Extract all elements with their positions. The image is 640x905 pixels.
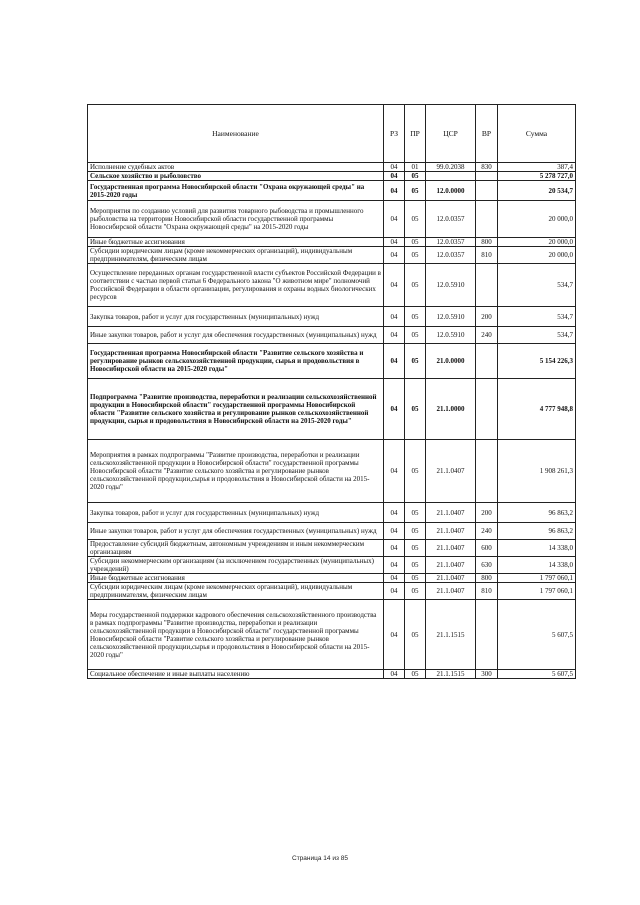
table-row [88, 238, 576, 247]
cell-pr: 05 [405, 264, 426, 307]
cell-csr: 21.1.1515 [426, 670, 476, 679]
cell-name: Субсидии некоммерческим организациям (за исключением государственных (муниципальных) учреждений) [88, 557, 384, 574]
cell-vr: 200 [476, 307, 498, 327]
table-row [88, 540, 576, 557]
cell-rz: 04 [384, 440, 405, 503]
cell-vr [476, 600, 498, 670]
table-header-row [88, 105, 576, 163]
cell-sum: 20 000,0 [498, 238, 576, 247]
cell-name: Иные бюджетные ассигнования [88, 238, 384, 247]
cell-rz: 04 [384, 307, 405, 327]
cell-rz: 04 [384, 247, 405, 264]
table-row [88, 201, 576, 238]
cell-vr: 600 [476, 540, 498, 557]
table-row [88, 440, 576, 503]
cell-rz: 04 [384, 540, 405, 557]
table-row [88, 264, 576, 307]
cell-rz: 04 [384, 327, 405, 344]
cell-name: Субсидии юридическим лицам (кроме некоммерческих организаций), индивидуальным предпринимателям, физическим лицам [88, 583, 384, 600]
cell-sum: 4 777 948,8 [498, 379, 576, 440]
table-row [88, 523, 576, 540]
cell-rz: 04 [384, 557, 405, 574]
cell-csr: 21.1.0407 [426, 574, 476, 583]
cell-name: Мероприятия в рамках подпрограммы "Развитие производства, переработки и реализации сельскохозяйственной продукции в Новосибирской области" государственной программы Новосибирской области "Развитие сельского хозяйства и регулирование рынков сельскохозяйственной продукции,сырья и продовольствия в Новосибирской области на 2015-2020 годы" [88, 440, 384, 503]
page-footer: Страница 14 из 85 [292, 855, 348, 862]
cell-vr: 630 [476, 557, 498, 574]
cell-name: Субсидии юридическим лицам (кроме некоммерческих организаций), индивидуальным предпринимателям, физическим лицам [88, 247, 384, 264]
cell-csr: 21.1.0407 [426, 583, 476, 600]
cell-csr: 12.0.5910 [426, 307, 476, 327]
cell-pr: 05 [405, 172, 426, 181]
cell-rz: 04 [384, 379, 405, 440]
cell-rz: 04 [384, 523, 405, 540]
cell-csr: 21.0.0000 [426, 344, 476, 379]
cell-csr: 21.1.0407 [426, 503, 476, 523]
cell-csr: 12.0.5910 [426, 327, 476, 344]
cell-vr: 240 [476, 523, 498, 540]
table-row [88, 172, 576, 181]
header-rz: РЗ [384, 105, 405, 163]
table-row [88, 583, 576, 600]
cell-name: Государственная программа Новосибирской области "Развитие сельского хозяйства и регулирование рынков сельскохозяйственной продукции, сырья и продовольствия в Новосибирской области на 2015-2020 годы" [88, 344, 384, 379]
header-csr: ЦСР [426, 105, 476, 163]
cell-csr: 99.0.2038 [426, 163, 476, 172]
cell-vr [476, 181, 498, 201]
cell-pr: 05 [405, 440, 426, 503]
cell-csr: 12.0.0000 [426, 181, 476, 201]
cell-vr [476, 172, 498, 181]
table-row [88, 557, 576, 574]
cell-csr: 12.0.0357 [426, 201, 476, 238]
cell-vr: 800 [476, 574, 498, 583]
cell-name: Социальное обеспечение и иные выплаты населению [88, 670, 384, 679]
cell-vr: 240 [476, 327, 498, 344]
cell-pr: 05 [405, 600, 426, 670]
cell-pr: 05 [405, 540, 426, 557]
cell-sum: 5 607,5 [498, 670, 576, 679]
cell-vr [476, 264, 498, 307]
cell-name: Иные закупки товаров, работ и услуг для обеспечения государственных (муниципальных) нужд [88, 327, 384, 344]
cell-rz: 04 [384, 600, 405, 670]
cell-pr: 05 [405, 181, 426, 201]
cell-vr [476, 344, 498, 379]
cell-name: Мероприятия по созданию условий для развития товарного рыбоводства и промышленного рыболовства на территории Новосибирской области государственной программы Новосибирской области "Охрана окружающей среды" на 2015-2020 годы [88, 201, 384, 238]
cell-pr: 05 [405, 523, 426, 540]
cell-sum: 14 338,0 [498, 557, 576, 574]
cell-pr: 05 [405, 307, 426, 327]
cell-sum: 534,7 [498, 327, 576, 344]
cell-rz: 04 [384, 172, 405, 181]
table-row [88, 574, 576, 583]
cell-pr: 05 [405, 238, 426, 247]
cell-sum: 534,7 [498, 264, 576, 307]
cell-sum: 14 338,0 [498, 540, 576, 557]
cell-sum: 5 607,5 [498, 600, 576, 670]
cell-csr: 12.0.0357 [426, 238, 476, 247]
header-sum: Сумма [498, 105, 576, 163]
cell-vr: 800 [476, 238, 498, 247]
table-row [88, 247, 576, 264]
header-pr: ПР [405, 105, 426, 163]
cell-name: Иные закупки товаров, работ и услуг для обеспечения государственных (муниципальных) нужд [88, 523, 384, 540]
header-vr: ВР [476, 105, 498, 163]
cell-name: Закупка товаров, работ и услуг для государственных (муниципальных) нужд [88, 307, 384, 327]
cell-rz: 04 [384, 181, 405, 201]
cell-csr [426, 172, 476, 181]
cell-csr: 12.0.5910 [426, 264, 476, 307]
cell-sum: 20 000,0 [498, 201, 576, 238]
cell-name: Государственная программа Новосибирской области "Охрана окружающей среды" на 2015-2020 годы [88, 181, 384, 201]
cell-pr: 05 [405, 201, 426, 238]
cell-vr: 830 [476, 163, 498, 172]
table-row [88, 670, 576, 679]
cell-pr: 05 [405, 379, 426, 440]
table-row [88, 163, 576, 172]
cell-vr: 810 [476, 247, 498, 264]
cell-pr: 05 [405, 557, 426, 574]
cell-sum: 1 797 060,1 [498, 574, 576, 583]
cell-name: Иные бюджетные ассигнования [88, 574, 384, 583]
budget-table [87, 104, 576, 679]
cell-sum: 1 797 060,1 [498, 583, 576, 600]
cell-name: Подпрограмма "Развитие производства, переработки и реализации сельскохозяйственной продукции в Новосибирской области" государственной программы Новосибирской области "Развитие сельского хозяйства и регулирование рынков сельскохозяйственной продукции, сырья и продовольствия в Новосибирской области на 2015-2020 годы" [88, 379, 384, 440]
cell-sum: 534,7 [498, 307, 576, 327]
cell-sum: 20 534,7 [498, 181, 576, 201]
cell-rz: 04 [384, 574, 405, 583]
cell-pr: 05 [405, 327, 426, 344]
cell-rz: 04 [384, 583, 405, 600]
header-name: Наименование [88, 105, 384, 163]
cell-pr: 05 [405, 503, 426, 523]
table-row [88, 379, 576, 440]
cell-vr: 200 [476, 503, 498, 523]
cell-sum: 5 278 727,0 [498, 172, 576, 181]
cell-csr: 21.1.0407 [426, 440, 476, 503]
cell-csr: 12.0.0357 [426, 247, 476, 264]
table-row [88, 344, 576, 379]
cell-vr [476, 201, 498, 238]
cell-csr: 21.1.1515 [426, 600, 476, 670]
cell-sum: 1 908 261,3 [498, 440, 576, 503]
cell-rz: 04 [384, 163, 405, 172]
cell-csr: 21.1.0407 [426, 540, 476, 557]
cell-rz: 04 [384, 670, 405, 679]
table-row [88, 503, 576, 523]
cell-vr [476, 440, 498, 503]
cell-name: Осуществление переданных органам государственной власти субъектов Российской Федерации в соответствии с частью первой статьи 6 Федерального закона "О животном мире" полномочий Российской Федерации в области организации, регулирования и охраны водных биологических ресурсов [88, 264, 384, 307]
cell-csr: 21.1.0000 [426, 379, 476, 440]
cell-pr: 05 [405, 583, 426, 600]
cell-rz: 04 [384, 503, 405, 523]
cell-vr: 300 [476, 670, 498, 679]
cell-csr: 21.1.0407 [426, 557, 476, 574]
table-row [88, 327, 576, 344]
cell-name: Закупка товаров, работ и услуг для государственных (муниципальных) нужд [88, 503, 384, 523]
cell-name: Предоставление субсидий бюджетным, автономным учреждениям и иным некоммерческим организациям [88, 540, 384, 557]
cell-name: Меры государственной поддержки кадрового обеспечения сельскохозяйственного производства в рамках подпрограммы "Развитие производства, переработки и реализации сельскохозяйственной продукции в Новосибирской области" государственной программы Новосибирской области "Развитие сельского хозяйства и регулирование рынков сельскохозяйственной продукции,сырья и продовольствия в Новосибирской области на 2015-2020 годы" [88, 600, 384, 670]
table-row [88, 307, 576, 327]
cell-pr: 05 [405, 574, 426, 583]
cell-rz: 04 [384, 264, 405, 307]
cell-rz: 04 [384, 201, 405, 238]
table-row [88, 600, 576, 670]
cell-pr: 01 [405, 163, 426, 172]
cell-sum: 5 154 226,3 [498, 344, 576, 379]
cell-pr: 05 [405, 247, 426, 264]
cell-sum: 387,4 [498, 163, 576, 172]
cell-sum: 96 863,2 [498, 503, 576, 523]
cell-vr [476, 379, 498, 440]
cell-name: Исполнение судебных актов [88, 163, 384, 172]
cell-rz: 04 [384, 238, 405, 247]
cell-vr: 810 [476, 583, 498, 600]
cell-name: Сельское хозяйство и рыболовство [88, 172, 384, 181]
cell-sum: 20 000,0 [498, 247, 576, 264]
cell-pr: 05 [405, 344, 426, 379]
cell-rz: 04 [384, 344, 405, 379]
cell-sum: 96 863,2 [498, 523, 576, 540]
table-row [88, 181, 576, 201]
cell-pr: 05 [405, 670, 426, 679]
cell-csr: 21.1.0407 [426, 523, 476, 540]
